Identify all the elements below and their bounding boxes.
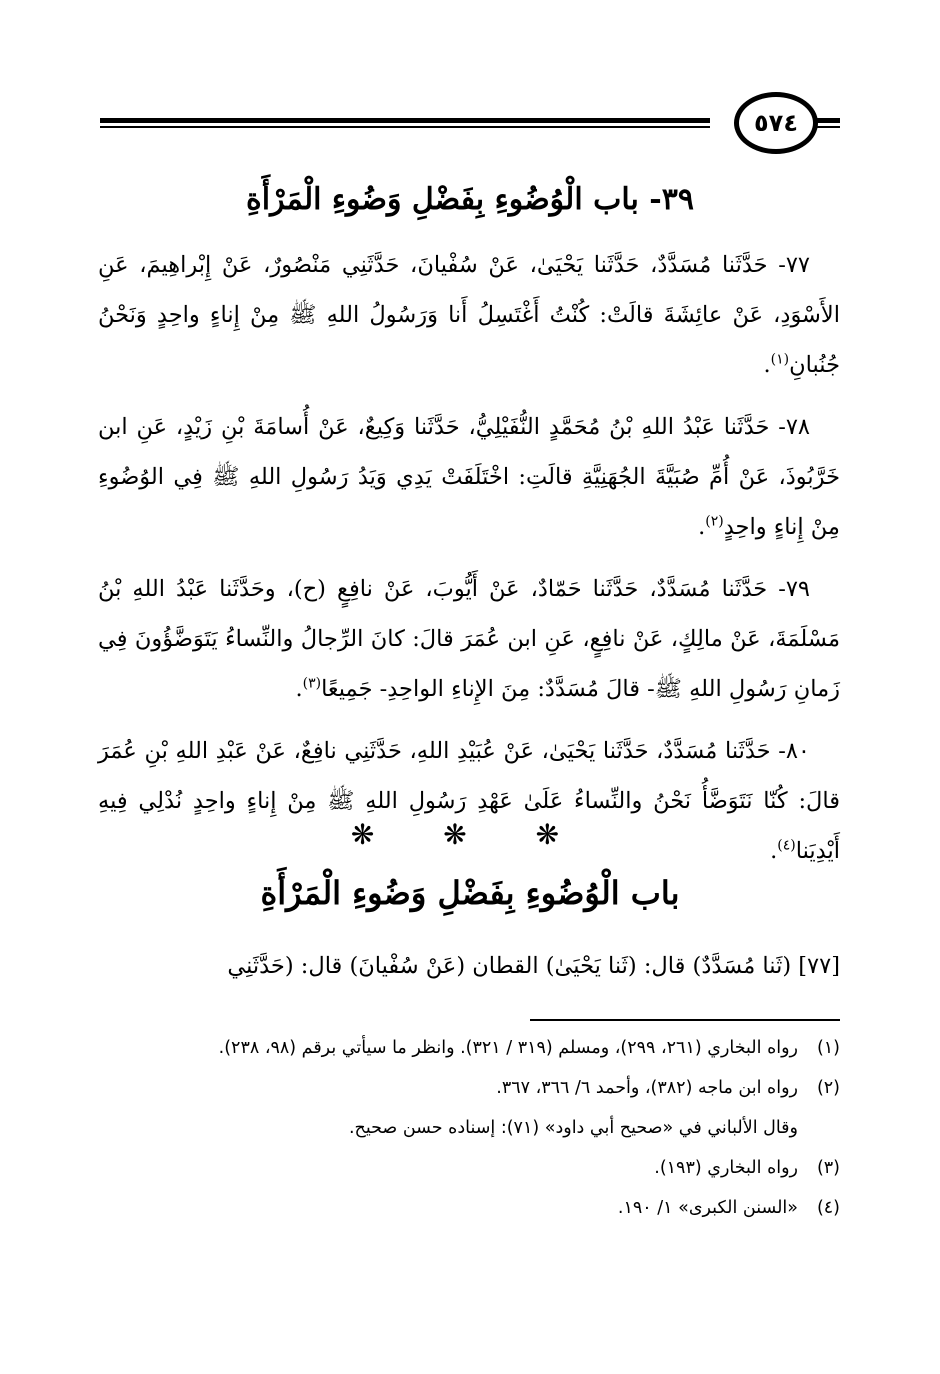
header-rule xyxy=(100,118,710,130)
commentary-text: [٧٧] (ثَنا مُسَدَّدٌ) قال: (ثَنا يَحْيَىٰ) القطان (عَنْ سُفْيانَ) قال: (حَدَّثَنِي xyxy=(227,953,840,979)
footnote xyxy=(98,1070,840,1106)
footnote-number xyxy=(798,1110,840,1146)
footnote xyxy=(98,1030,840,1066)
footnote-number: (٤) xyxy=(816,1198,840,1218)
hadith-text xyxy=(98,240,840,888)
footnote-mark: (٤) xyxy=(777,837,796,854)
footnote-number: (١) xyxy=(816,1038,840,1058)
footnote-text: رواه البخاري (٢٦١، ٢٩٩)، ومسلم (٣١٩ / ٣٢١). وانظر ما سيأتي برقم (٩٨، ٢٣٨). xyxy=(218,1038,798,1058)
footnote xyxy=(98,1150,840,1186)
hadith-paragraph: ٧٧- حَدَّثَنا مُسَدَّدٌ، حَدَّثَنا يَحْيَىٰ، عَنْ سُفْيانَ، حَدَّثَنِي مَنْصُورٌ، عَنْ إِبْراهِيمَ، عَنِ الأَسْوَدِ، عَنْ عائِشَةَ قالَتْ: كُنْتُ أَغْتَسِلُ أَنا وَرَسُولُ اللهِ ﷺ مِنْ إِناءٍ واحِدٍ وَنَحْنُ جُنُبانِ$^{(١)}$. xyxy=(98,252,840,378)
footnote-mark: (٣) xyxy=(302,675,322,692)
footnote-text: وقال الألباني في «صحيح أبي داود» (٧١): إسناده حسن صحيح. xyxy=(348,1118,798,1138)
hadith-paragraph: ٧٩- حَدَّثَنا مُسَدَّدٌ، حَدَّثَنا حَمّادٌ، عَنْ أَيُّوبَ، عَنْ نافِعٍ (ح)، وحَدَّثَنا عَبْدُ اللهِ بْنُ مَسْلَمَةَ، عَنْ مالِكٍ، عَنْ نافِعٍ، عَنِ ابن عُمَرَ قالَ: كانَ الرِّجالُ والنِّساءُ يَتَوَضَّؤُونَ فِي زَمانِ رَسُولِ اللهِ ﷺ- قالَ مُسَدَّدٌ: مِنَ الإِناءِ الواحِدِ- جَمِيعًا$^{(٣)}$. xyxy=(98,576,840,702)
section-separator: ❋ ❋ ❋ xyxy=(350,818,590,851)
footnote xyxy=(98,1110,840,1146)
footnote-number: (٢) xyxy=(816,1078,840,1098)
page-header xyxy=(100,92,840,162)
footnote-divider xyxy=(530,1019,840,1021)
footnote xyxy=(98,1190,840,1226)
footnote-mark: (٢) xyxy=(705,513,724,530)
footnote-text: رواه ابن ماجه (٣٨٢)، وأحمد ٦/ ٣٦٦، ٣٦٧. xyxy=(496,1078,798,1098)
hadith-paragraph: ٧٨- حَدَّثَنا عَبْدُ اللهِ بْنُ مُحَمَّدٍ النُّفَيْلِيُّ، حَدَّثَنا وَكِيعٌ، عَنْ أُسامَةَ بْنِ زَيْدٍ، عَنِ ابن خَرَّبُوذَ، عَنْ أُمِّ صُبَيَّةَ الجُهَنِيَّةِ قالَتِ: اخْتَلَفَتْ يَدِي وَيَدُ رَسُولِ اللهِ ﷺ فِي الوُضُوءِ مِنْ إِناءٍ واحِدٍ$^{(٢)}$. xyxy=(98,414,840,540)
footnote-number: (٣) xyxy=(816,1158,840,1178)
footnote-text: رواه البخاري (١٩٣). xyxy=(654,1158,798,1178)
page-number: ٥٧٤ xyxy=(734,92,818,154)
footnote-text: «السنن الكبرى» ١/ ١٩٠. xyxy=(617,1198,798,1218)
footnote-mark: (١) xyxy=(770,351,790,368)
hadith-paragraph: ٨٠- حَدَّثَنا مُسَدَّدٌ، حَدَّثَنا يَحْيَىٰ، عَنْ عُبَيْدِ اللهِ، حَدَّثَنِي نافِعٌ، عَنْ عَبْدِ اللهِ بْنِ عُمَرَ قالَ: كُنّا نَتَوَضَّأُ نَحْنُ والنِّساءُ عَلَىٰ عَهْدِ رَسُولِ اللهِ ﷺ مِنْ إِناءٍ واحِدٍ نُدْلِي فِيهِ أَيْدِيَنا$^{(٤)}$. xyxy=(98,738,840,864)
chapter-title: ٣٩- باب الْوُضُوءِ بِفَضْلِ وَضُوءِ الْمَرْأَةِ xyxy=(246,182,694,217)
footnotes xyxy=(98,1030,840,1230)
commentary-title: باب الْوُضُوءِ بِفَضْلِ وَضُوءِ الْمَرْأَةِ xyxy=(260,874,680,912)
